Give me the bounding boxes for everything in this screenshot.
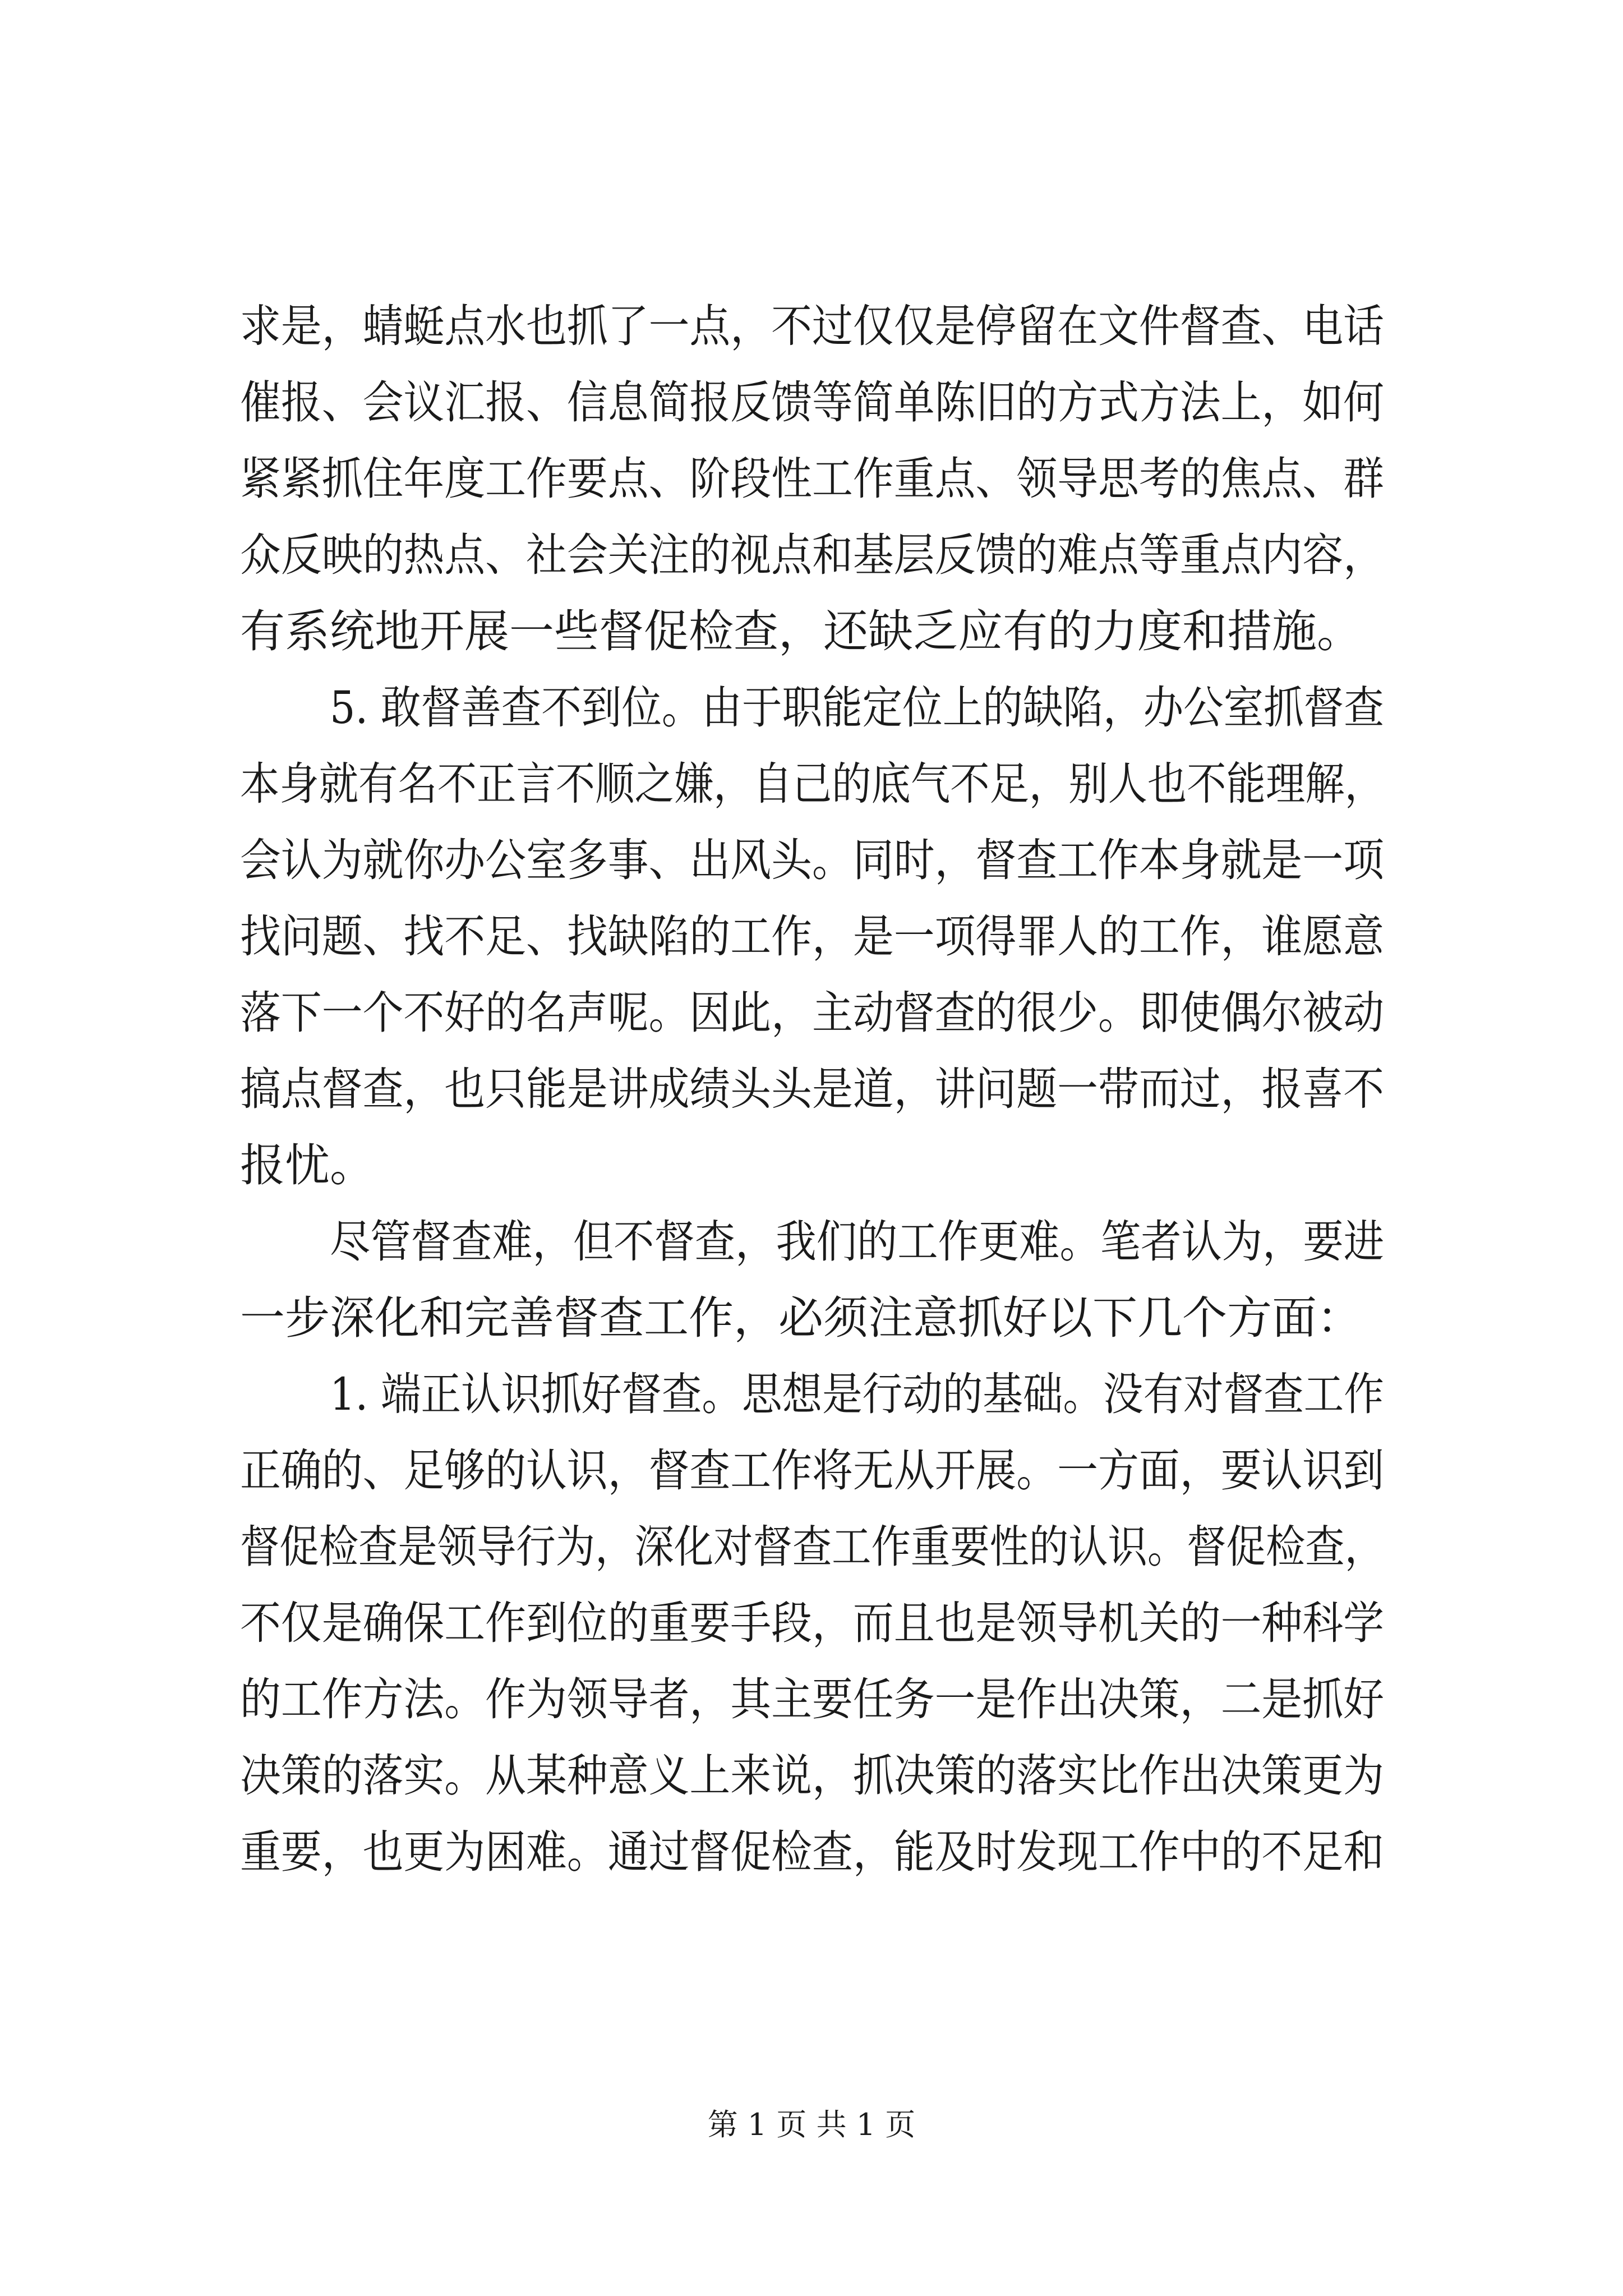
text-line-5: 有系统地开展一些督促检查，还缺乏应有的力度和措施。 [240, 605, 1362, 657]
paragraph-1-start: 1. 端正认识抓好督查。思想是行动的基础。没有对督查工作 [330, 1368, 1384, 1420]
text-line-14: 一步深化和完善督查工作，必须注意抓好以下几个方面： [240, 1292, 1362, 1344]
text-line-11: 搞点督查，也只能是讲成绩头头是道，讲问题一带而过，报喜不 [240, 1063, 1384, 1115]
text-line-12: 报忧。 [240, 1139, 375, 1191]
text-line-20: 决策的落实。从某种意义上来说，抓决策的落实比作出决策更为 [240, 1750, 1384, 1802]
text-line-16: 正确的、足够的认识，督查工作将无从开展。一方面，要认识到 [240, 1444, 1384, 1497]
text-line-2: 催报、会议汇报、信息简报反馈等简单陈旧的方式方法上，如何 [240, 376, 1384, 429]
text-line-9: 找问题、找不足、找缺陷的工作，是一项得罪人的工作，谁愿意 [240, 910, 1384, 963]
page-footer: 第 1 页 共 1 页 [707, 2107, 916, 2142]
text-line-10: 落下一个不好的名声呢。因此，主动督查的很少。即使偶尔被动 [240, 987, 1384, 1039]
text-line-1: 求是，蜻蜓点水也抓了一点，不过仅仅是停留在文件督查、电话 [240, 300, 1384, 352]
text-line-4: 众反映的热点、社会关注的视点和基层反馈的难点等重点内容， [240, 529, 1384, 581]
paragraph-transition-start: 尽管督查难，但不督查，我们的工作更难。笔者认为，要进 [330, 1216, 1384, 1268]
text-line-3: 紧紧抓住年度工作要点、阶段性工作重点、领导思考的焦点、群 [240, 453, 1384, 505]
text-line-8: 会认为就你办公室多事、出风头。同时，督查工作本身就是一项 [240, 834, 1384, 886]
text-line-7: 本身就有名不正言不顺之嫌，自己的底气不足，别人也不能理解， [240, 758, 1384, 810]
text-line-19: 的工作方法。作为领导者，其主要任务一是作出决策，二是抓好 [240, 1673, 1384, 1726]
paragraph-5-start: 5. 敢督善查不到位。由于职能定位上的缺陷，办公室抓督查 [330, 682, 1384, 734]
text-line-18: 不仅是确保工作到位的重要手段，而且也是领导机关的一种科学 [240, 1597, 1384, 1649]
text-line-17: 督促检查是领导行为，深化对督查工作重要性的认识。督促检查， [240, 1521, 1384, 1573]
text-line-21: 重要，也更为困难。通过督促检查，能及时发现工作中的不足和 [240, 1826, 1384, 1878]
